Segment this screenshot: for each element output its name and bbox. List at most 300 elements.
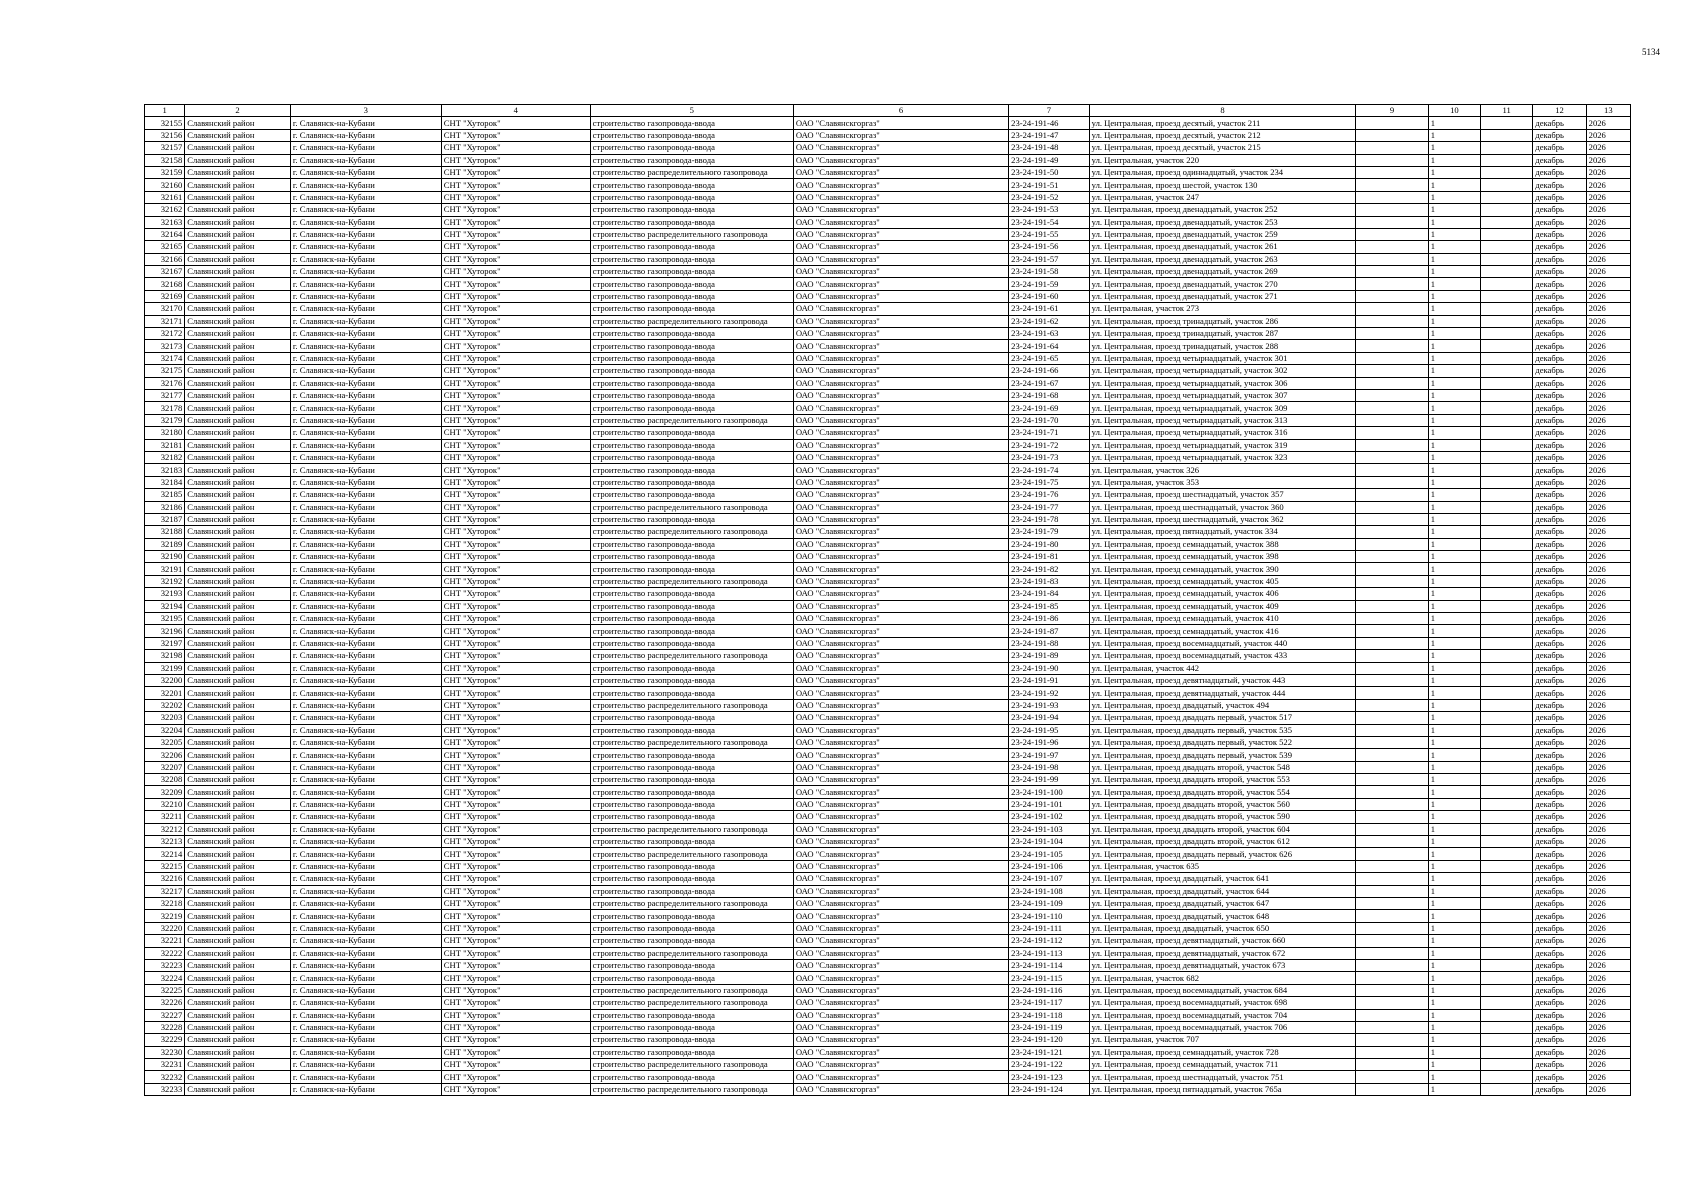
cell-city: г. Славянск-на-Кубани xyxy=(290,365,441,377)
cell-object-code: 23-24-191-58 xyxy=(1009,266,1089,278)
cell-organization: СНТ "Хуторок" xyxy=(441,489,590,501)
cell-year: 2026 xyxy=(1586,228,1630,240)
cell-organization: СНТ "Хуторок" xyxy=(441,724,590,736)
cell-row-number: 32187 xyxy=(145,513,185,525)
cell-district: Славянский район xyxy=(185,674,291,686)
cell-operator: ОАО "Славянскгоргаз" xyxy=(793,848,1008,860)
table-row xyxy=(145,947,1631,959)
cell-address: ул. Центральная, проезд тринадцатый, участок 288 xyxy=(1089,340,1356,352)
cell-organization: СНТ "Хуторок" xyxy=(441,464,590,476)
cell-col-9 xyxy=(1356,427,1428,439)
cell-year: 2026 xyxy=(1586,613,1630,625)
cell-object-code: 23-24-191-115 xyxy=(1009,972,1089,984)
cell-year: 2026 xyxy=(1586,959,1630,971)
table-row xyxy=(145,774,1631,786)
table-row xyxy=(145,513,1631,525)
cell-address: ул. Центральная, проезд двадцать второй, участок 590 xyxy=(1089,811,1356,823)
cell-work-type: строительство газопровода-ввода xyxy=(590,637,793,649)
cell-quantity: 1 xyxy=(1428,848,1480,860)
table-row xyxy=(145,922,1631,934)
cell-work-type: строительство газопровода-ввода xyxy=(590,1021,793,1033)
cell-month: декабрь xyxy=(1533,551,1586,563)
cell-district: Славянский район xyxy=(185,662,291,674)
cell-organization: СНТ "Хуторок" xyxy=(441,117,590,129)
cell-col-11 xyxy=(1481,972,1533,984)
cell-operator: ОАО "Славянскгоргаз" xyxy=(793,922,1008,934)
table-row xyxy=(145,1009,1631,1021)
cell-work-type: строительство газопровода-ввода xyxy=(590,538,793,550)
cell-organization: СНТ "Хуторок" xyxy=(441,365,590,377)
cell-year: 2026 xyxy=(1586,910,1630,922)
cell-object-code: 23-24-191-68 xyxy=(1009,389,1089,401)
cell-work-type: строительство распределительного газопровода xyxy=(590,1083,793,1095)
cell-row-number: 32215 xyxy=(145,860,185,872)
cell-month: декабрь xyxy=(1533,476,1586,488)
cell-year: 2026 xyxy=(1586,563,1630,575)
cell-address: ул. Центральная, проезд десятый, участок 215 xyxy=(1089,142,1356,154)
cell-month: декабрь xyxy=(1533,526,1586,538)
table-body xyxy=(145,105,1631,1096)
cell-quantity: 1 xyxy=(1428,860,1480,872)
cell-address: ул. Центральная, участок 353 xyxy=(1089,476,1356,488)
cell-city: г. Славянск-на-Кубани xyxy=(290,613,441,625)
cell-quantity: 1 xyxy=(1428,687,1480,699)
cell-operator: ОАО "Славянскгоргаз" xyxy=(793,798,1008,810)
cell-row-number: 32172 xyxy=(145,328,185,340)
cell-operator: ОАО "Славянскгоргаз" xyxy=(793,1083,1008,1095)
cell-year: 2026 xyxy=(1586,414,1630,426)
cell-work-type: строительство газопровода-ввода xyxy=(590,724,793,736)
cell-row-number: 32211 xyxy=(145,811,185,823)
cell-organization: СНТ "Хуторок" xyxy=(441,984,590,996)
cell-district: Славянский район xyxy=(185,1009,291,1021)
cell-month: декабрь xyxy=(1533,439,1586,451)
cell-row-number: 32198 xyxy=(145,650,185,662)
cell-city: г. Славянск-на-Кубани xyxy=(290,439,441,451)
cell-address: ул. Центральная, проезд четырнадцатый, участок 323 xyxy=(1089,451,1356,463)
cell-address: ул. Центральная, проезд двадцать первый, участок 535 xyxy=(1089,724,1356,736)
cell-operator: ОАО "Славянскгоргаз" xyxy=(793,476,1008,488)
cell-col-11 xyxy=(1481,464,1533,476)
cell-city: г. Славянск-на-Кубани xyxy=(290,216,441,228)
cell-col-9 xyxy=(1356,662,1428,674)
cell-year: 2026 xyxy=(1586,1083,1630,1095)
cell-operator: ОАО "Славянскгоргаз" xyxy=(793,142,1008,154)
cell-work-type: строительство газопровода-ввода xyxy=(590,600,793,612)
cell-col-9 xyxy=(1356,836,1428,848)
cell-district: Славянский район xyxy=(185,712,291,724)
cell-operator: ОАО "Славянскгоргаз" xyxy=(793,315,1008,327)
cell-organization: СНТ "Хуторок" xyxy=(441,873,590,885)
cell-district: Славянский район xyxy=(185,451,291,463)
cell-object-code: 23-24-191-54 xyxy=(1009,216,1089,228)
cell-operator: ОАО "Славянскгоргаз" xyxy=(793,166,1008,178)
cell-col-9 xyxy=(1356,551,1428,563)
cell-work-type: строительство газопровода-ввода xyxy=(590,588,793,600)
cell-col-11 xyxy=(1481,959,1533,971)
cell-quantity: 1 xyxy=(1428,786,1480,798)
cell-object-code: 23-24-191-70 xyxy=(1009,414,1089,426)
cell-district: Славянский район xyxy=(185,402,291,414)
cell-organization: СНТ "Хуторок" xyxy=(441,179,590,191)
column-header: 8 xyxy=(1089,105,1356,117)
cell-row-number: 32164 xyxy=(145,228,185,240)
cell-col-11 xyxy=(1481,191,1533,203)
cell-operator: ОАО "Славянскгоргаз" xyxy=(793,352,1008,364)
cell-address: ул. Центральная, проезд четырнадцатый, участок 309 xyxy=(1089,402,1356,414)
table-row xyxy=(145,402,1631,414)
cell-address: ул. Центральная, проезд пятнадцатый, участок 334 xyxy=(1089,526,1356,538)
cell-address: ул. Центральная, проезд восемнадцатый, участок 684 xyxy=(1089,984,1356,996)
cell-district: Славянский район xyxy=(185,687,291,699)
cell-work-type: строительство газопровода-ввода xyxy=(590,328,793,340)
cell-organization: СНТ "Хуторок" xyxy=(441,662,590,674)
cell-city: г. Славянск-на-Кубани xyxy=(290,241,441,253)
table-row xyxy=(145,241,1631,253)
cell-col-11 xyxy=(1481,898,1533,910)
cell-col-9 xyxy=(1356,352,1428,364)
cell-operator: ОАО "Славянскгоргаз" xyxy=(793,501,1008,513)
cell-col-11 xyxy=(1481,947,1533,959)
cell-quantity: 1 xyxy=(1428,724,1480,736)
cell-district: Славянский район xyxy=(185,898,291,910)
cell-city: г. Славянск-на-Кубани xyxy=(290,848,441,860)
cell-organization: СНТ "Хуторок" xyxy=(441,885,590,897)
table-row xyxy=(145,563,1631,575)
cell-work-type: строительство газопровода-ввода xyxy=(590,513,793,525)
cell-row-number: 32186 xyxy=(145,501,185,513)
cell-address: ул. Центральная, проезд восемнадцатый, участок 433 xyxy=(1089,650,1356,662)
cell-address: ул. Центральная, проезд восемнадцатый, участок 704 xyxy=(1089,1009,1356,1021)
cell-city: г. Славянск-на-Кубани xyxy=(290,526,441,538)
cell-month: декабрь xyxy=(1533,736,1586,748)
cell-district: Славянский район xyxy=(185,513,291,525)
cell-organization: СНТ "Хуторок" xyxy=(441,898,590,910)
cell-year: 2026 xyxy=(1586,712,1630,724)
cell-row-number: 32226 xyxy=(145,997,185,1009)
cell-quantity: 1 xyxy=(1428,513,1480,525)
cell-city: г. Славянск-на-Кубани xyxy=(290,712,441,724)
cell-object-code: 23-24-191-86 xyxy=(1009,613,1089,625)
cell-col-11 xyxy=(1481,761,1533,773)
cell-organization: СНТ "Хуторок" xyxy=(441,749,590,761)
cell-district: Славянский район xyxy=(185,427,291,439)
cell-object-code: 23-24-191-60 xyxy=(1009,290,1089,302)
cell-year: 2026 xyxy=(1586,674,1630,686)
cell-object-code: 23-24-191-91 xyxy=(1009,674,1089,686)
cell-row-number: 32178 xyxy=(145,402,185,414)
cell-quantity: 1 xyxy=(1428,241,1480,253)
cell-col-9 xyxy=(1356,414,1428,426)
cell-row-number: 32161 xyxy=(145,191,185,203)
cell-row-number: 32208 xyxy=(145,774,185,786)
column-header: 6 xyxy=(793,105,1008,117)
cell-operator: ОАО "Славянскгоргаз" xyxy=(793,699,1008,711)
cell-district: Славянский район xyxy=(185,885,291,897)
cell-year: 2026 xyxy=(1586,997,1630,1009)
cell-work-type: строительство газопровода-ввода xyxy=(590,613,793,625)
cell-object-code: 23-24-191-57 xyxy=(1009,253,1089,265)
cell-quantity: 1 xyxy=(1428,389,1480,401)
cell-year: 2026 xyxy=(1586,662,1630,674)
cell-year: 2026 xyxy=(1586,836,1630,848)
cell-quantity: 1 xyxy=(1428,228,1480,240)
cell-month: декабрь xyxy=(1533,154,1586,166)
cell-row-number: 32184 xyxy=(145,476,185,488)
cell-organization: СНТ "Хуторок" xyxy=(441,786,590,798)
cell-month: декабрь xyxy=(1533,266,1586,278)
cell-year: 2026 xyxy=(1586,315,1630,327)
cell-col-9 xyxy=(1356,476,1428,488)
cell-district: Славянский район xyxy=(185,811,291,823)
table-row xyxy=(145,910,1631,922)
cell-work-type: строительство газопровода-ввода xyxy=(590,786,793,798)
cell-year: 2026 xyxy=(1586,389,1630,401)
table-row xyxy=(145,959,1631,971)
cell-work-type: строительство газопровода-ввода xyxy=(590,749,793,761)
cell-city: г. Славянск-на-Кубани xyxy=(290,997,441,1009)
cell-month: декабрь xyxy=(1533,1009,1586,1021)
cell-col-9 xyxy=(1356,947,1428,959)
cell-organization: СНТ "Хуторок" xyxy=(441,637,590,649)
cell-object-code: 23-24-191-109 xyxy=(1009,898,1089,910)
page-number: 5134 xyxy=(1642,47,1660,57)
cell-object-code: 23-24-191-116 xyxy=(1009,984,1089,996)
cell-col-11 xyxy=(1481,303,1533,315)
cell-work-type: строительство газопровода-ввода xyxy=(590,563,793,575)
cell-month: декабрь xyxy=(1533,749,1586,761)
table-row xyxy=(145,650,1631,662)
table-row xyxy=(145,600,1631,612)
cell-address: ул. Центральная, участок 707 xyxy=(1089,1034,1356,1046)
cell-operator: ОАО "Славянскгоргаз" xyxy=(793,786,1008,798)
cell-object-code: 23-24-191-102 xyxy=(1009,811,1089,823)
cell-operator: ОАО "Славянскгоргаз" xyxy=(793,1034,1008,1046)
cell-organization: СНТ "Хуторок" xyxy=(441,340,590,352)
cell-col-11 xyxy=(1481,935,1533,947)
cell-operator: ОАО "Славянскгоргаз" xyxy=(793,451,1008,463)
cell-city: г. Славянск-на-Кубани xyxy=(290,836,441,848)
cell-district: Славянский район xyxy=(185,984,291,996)
cell-col-11 xyxy=(1481,129,1533,141)
cell-month: декабрь xyxy=(1533,513,1586,525)
cell-district: Славянский район xyxy=(185,736,291,748)
cell-col-11 xyxy=(1481,352,1533,364)
cell-organization: СНТ "Хуторок" xyxy=(441,402,590,414)
cell-object-code: 23-24-191-99 xyxy=(1009,774,1089,786)
cell-object-code: 23-24-191-90 xyxy=(1009,662,1089,674)
cell-col-11 xyxy=(1481,204,1533,216)
cell-col-9 xyxy=(1356,997,1428,1009)
cell-year: 2026 xyxy=(1586,873,1630,885)
cell-work-type: строительство газопровода-ввода xyxy=(590,352,793,364)
cell-work-type: строительство газопровода-ввода xyxy=(590,451,793,463)
cell-organization: СНТ "Хуторок" xyxy=(441,563,590,575)
cell-city: г. Славянск-на-Кубани xyxy=(290,142,441,154)
cell-col-9 xyxy=(1356,873,1428,885)
cell-operator: ОАО "Славянскгоргаз" xyxy=(793,340,1008,352)
cell-organization: СНТ "Хуторок" xyxy=(441,736,590,748)
cell-col-9 xyxy=(1356,910,1428,922)
cell-quantity: 1 xyxy=(1428,798,1480,810)
table-row xyxy=(145,613,1631,625)
cell-address: ул. Центральная, проезд девятнадцатый, участок 444 xyxy=(1089,687,1356,699)
cell-col-11 xyxy=(1481,513,1533,525)
cell-work-type: строительство газопровода-ввода xyxy=(590,241,793,253)
cell-work-type: строительство распределительного газопровода xyxy=(590,414,793,426)
cell-address: ул. Центральная, проезд двенадцатый, участок 269 xyxy=(1089,266,1356,278)
cell-city: г. Славянск-на-Кубани xyxy=(290,674,441,686)
cell-operator: ОАО "Славянскгоргаз" xyxy=(793,1009,1008,1021)
cell-organization: СНТ "Хуторок" xyxy=(441,674,590,686)
cell-city: г. Славянск-на-Кубани xyxy=(290,476,441,488)
cell-district: Славянский район xyxy=(185,1059,291,1071)
cell-city: г. Славянск-на-Кубани xyxy=(290,972,441,984)
cell-object-code: 23-24-191-49 xyxy=(1009,154,1089,166)
cell-month: декабрь xyxy=(1533,637,1586,649)
cell-year: 2026 xyxy=(1586,204,1630,216)
cell-city: г. Славянск-на-Кубани xyxy=(290,1034,441,1046)
cell-object-code: 23-24-191-106 xyxy=(1009,860,1089,872)
cell-row-number: 32170 xyxy=(145,303,185,315)
cell-organization: СНТ "Хуторок" xyxy=(441,922,590,934)
table-row xyxy=(145,142,1631,154)
cell-row-number: 32165 xyxy=(145,241,185,253)
cell-operator: ОАО "Славянскгоргаз" xyxy=(793,637,1008,649)
cell-operator: ОАО "Славянскгоргаз" xyxy=(793,439,1008,451)
cell-work-type: строительство газопровода-ввода xyxy=(590,935,793,947)
cell-col-9 xyxy=(1356,451,1428,463)
table-row xyxy=(145,290,1631,302)
cell-year: 2026 xyxy=(1586,947,1630,959)
cell-row-number: 32155 xyxy=(145,117,185,129)
cell-address: ул. Центральная, проезд двадцать второй, участок 548 xyxy=(1089,761,1356,773)
cell-district: Славянский район xyxy=(185,464,291,476)
cell-quantity: 1 xyxy=(1428,216,1480,228)
cell-row-number: 32203 xyxy=(145,712,185,724)
cell-month: декабрь xyxy=(1533,650,1586,662)
cell-object-code: 23-24-191-63 xyxy=(1009,328,1089,340)
table-row xyxy=(145,1034,1631,1046)
cell-work-type: строительство газопровода-ввода xyxy=(590,489,793,501)
cell-object-code: 23-24-191-101 xyxy=(1009,798,1089,810)
cell-row-number: 32196 xyxy=(145,625,185,637)
table-row xyxy=(145,451,1631,463)
cell-district: Славянский район xyxy=(185,142,291,154)
cell-col-11 xyxy=(1481,823,1533,835)
cell-month: декабрь xyxy=(1533,1046,1586,1058)
cell-quantity: 1 xyxy=(1428,476,1480,488)
cell-year: 2026 xyxy=(1586,179,1630,191)
cell-col-9 xyxy=(1356,650,1428,662)
cell-work-type: строительство газопровода-ввода xyxy=(590,340,793,352)
cell-object-code: 23-24-191-103 xyxy=(1009,823,1089,835)
cell-work-type: строительство газопровода-ввода xyxy=(590,774,793,786)
cell-col-11 xyxy=(1481,774,1533,786)
cell-month: декабрь xyxy=(1533,588,1586,600)
cell-year: 2026 xyxy=(1586,365,1630,377)
cell-address: ул. Центральная, проезд двенадцатый, участок 261 xyxy=(1089,241,1356,253)
cell-operator: ОАО "Славянскгоргаз" xyxy=(793,836,1008,848)
cell-col-11 xyxy=(1481,1034,1533,1046)
cell-address: ул. Центральная, проезд семнадцатый, участок 398 xyxy=(1089,551,1356,563)
cell-organization: СНТ "Хуторок" xyxy=(441,278,590,290)
cell-col-11 xyxy=(1481,873,1533,885)
cell-col-11 xyxy=(1481,501,1533,513)
cell-col-11 xyxy=(1481,414,1533,426)
cell-work-type: строительство газопровода-ввода xyxy=(590,625,793,637)
cell-city: г. Славянск-на-Кубани xyxy=(290,959,441,971)
cell-object-code: 23-24-191-78 xyxy=(1009,513,1089,525)
cell-organization: СНТ "Хуторок" xyxy=(441,154,590,166)
table-row xyxy=(145,315,1631,327)
cell-work-type: строительство газопровода-ввода xyxy=(590,278,793,290)
cell-year: 2026 xyxy=(1586,898,1630,910)
table-row xyxy=(145,625,1631,637)
cell-organization: СНТ "Хуторок" xyxy=(441,959,590,971)
table-row xyxy=(145,1071,1631,1083)
cell-col-11 xyxy=(1481,1046,1533,1058)
cell-city: г. Славянск-на-Кубани xyxy=(290,266,441,278)
cell-object-code: 23-24-191-84 xyxy=(1009,588,1089,600)
cell-row-number: 32162 xyxy=(145,204,185,216)
cell-city: г. Славянск-на-Кубани xyxy=(290,451,441,463)
cell-address: ул. Центральная, участок 442 xyxy=(1089,662,1356,674)
cell-col-11 xyxy=(1481,402,1533,414)
cell-quantity: 1 xyxy=(1428,662,1480,674)
cell-address: ул. Центральная, проезд двадцать первый, участок 517 xyxy=(1089,712,1356,724)
cell-operator: ОАО "Славянскгоргаз" xyxy=(793,811,1008,823)
cell-month: декабрь xyxy=(1533,1021,1586,1033)
cell-district: Славянский район xyxy=(185,352,291,364)
cell-col-9 xyxy=(1356,823,1428,835)
table-row xyxy=(145,414,1631,426)
cell-address: ул. Центральная, проезд двадцать первый, участок 522 xyxy=(1089,736,1356,748)
cell-district: Славянский район xyxy=(185,241,291,253)
cell-quantity: 1 xyxy=(1428,1071,1480,1083)
table-row xyxy=(145,551,1631,563)
cell-row-number: 32202 xyxy=(145,699,185,711)
cell-operator: ОАО "Славянскгоргаз" xyxy=(793,674,1008,686)
cell-month: декабрь xyxy=(1533,885,1586,897)
cell-month: декабрь xyxy=(1533,922,1586,934)
cell-organization: СНТ "Хуторок" xyxy=(441,910,590,922)
cell-month: декабрь xyxy=(1533,241,1586,253)
cell-col-9 xyxy=(1356,191,1428,203)
cell-year: 2026 xyxy=(1586,885,1630,897)
cell-work-type: строительство распределительного газопровода xyxy=(590,848,793,860)
cell-quantity: 1 xyxy=(1428,749,1480,761)
cell-col-11 xyxy=(1481,340,1533,352)
cell-organization: СНТ "Хуторок" xyxy=(441,712,590,724)
cell-city: г. Славянск-на-Кубани xyxy=(290,761,441,773)
cell-city: г. Славянск-на-Кубани xyxy=(290,935,441,947)
cell-year: 2026 xyxy=(1586,191,1630,203)
cell-col-11 xyxy=(1481,662,1533,674)
table-row xyxy=(145,798,1631,810)
cell-month: декабрь xyxy=(1533,216,1586,228)
cell-district: Славянский район xyxy=(185,836,291,848)
table-row xyxy=(145,575,1631,587)
cell-quantity: 1 xyxy=(1428,947,1480,959)
cell-object-code: 23-24-191-72 xyxy=(1009,439,1089,451)
cell-district: Славянский район xyxy=(185,266,291,278)
cell-quantity: 1 xyxy=(1428,935,1480,947)
cell-work-type: строительство распределительного газопровода xyxy=(590,823,793,835)
cell-row-number: 32181 xyxy=(145,439,185,451)
cell-organization: СНТ "Хуторок" xyxy=(441,860,590,872)
cell-city: г. Славянск-на-Кубани xyxy=(290,166,441,178)
